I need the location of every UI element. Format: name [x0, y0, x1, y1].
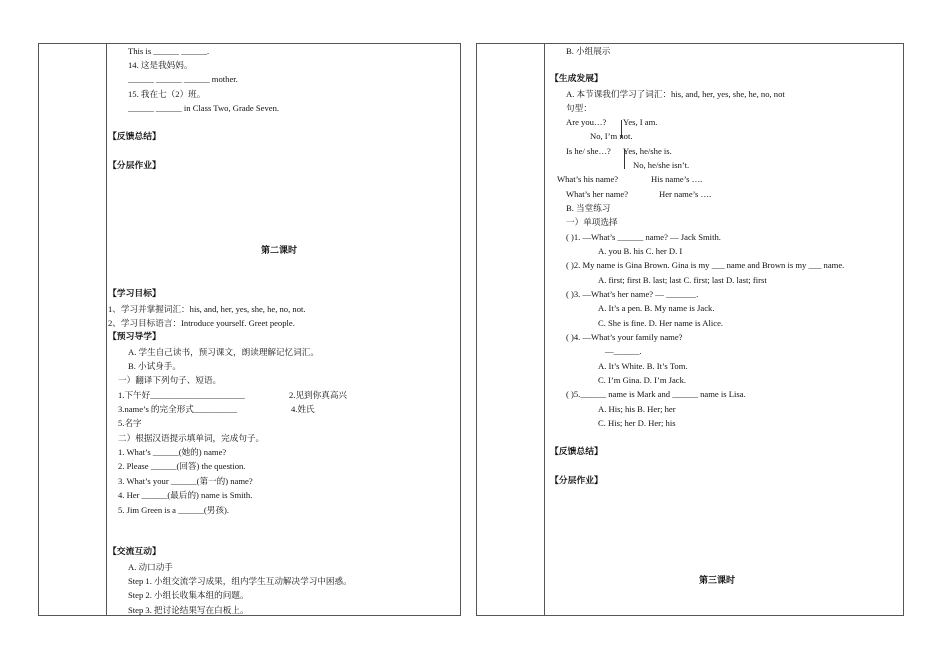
question-stem: ( )4. —What’s your family name?	[566, 332, 683, 342]
practice-label: B. 当堂练习	[566, 203, 611, 213]
fill-item: 2. Please ______(回答) the question.	[118, 461, 246, 471]
question-stem: ( )5.______ name is Mark and ______ name is Lisa.	[566, 389, 746, 399]
q-line: ______ ______ ______ mother.	[128, 74, 238, 84]
question-stem: ( )1. —What’s ______ name? — Jack Smith.	[566, 232, 721, 242]
q-line: 15. 我在七（2）班。	[128, 89, 206, 99]
sentence-label: 句型：	[566, 103, 592, 113]
interact-heading: 【交流互动】	[108, 547, 161, 557]
homework-heading: 【分层作业】	[108, 161, 161, 171]
group-show-line: B. 小组展示	[566, 46, 611, 56]
interact-line: Step 2. 小组长收集本组的问题。	[128, 590, 249, 600]
summary-line: A. 本节课我们学习了词汇：his, and, her, yes, she, he, no, not	[566, 89, 785, 99]
question-options: C. His; her D. Her; his	[598, 418, 676, 428]
pattern-answer: Her name’s ….	[659, 189, 712, 199]
interact-line: A. 动口动手	[128, 562, 173, 572]
preview-line: 一）翻译下列句子、短语。	[118, 375, 222, 385]
preview-line: A. 学生自己读书，预习课文，朗读理解记忆词汇。	[128, 347, 319, 357]
right-page	[476, 43, 904, 616]
interact-line: Step 1. 小组交流学习成果，组内学生互动解决学习中困惑。	[128, 576, 352, 586]
question-stem: ( )3. —What’s her name? — _______.	[566, 289, 699, 299]
mc-label: 一）单项选择	[566, 217, 618, 227]
pattern-question: Is he/ she…?	[566, 146, 611, 156]
pattern-answer: No, I’m not.	[590, 131, 633, 141]
question-options: A. you B. his C. her D. I	[598, 246, 683, 256]
pattern-question: What’s her name?	[566, 189, 629, 199]
preview-heading: 【预习导学】	[108, 332, 161, 342]
develop-heading: 【生成发展】	[550, 74, 603, 84]
question-options: C. I’m Gina. D. I’m Jack.	[598, 375, 687, 385]
lesson-title: 第三课时	[699, 576, 736, 586]
answer-blank: —______.	[605, 346, 642, 356]
lesson-title: 第二课时	[261, 246, 298, 256]
objective-item: 2、学习目标语言：Introduce yourself. Greet people.	[108, 318, 295, 328]
question-options: A. His; his B. Her; her	[598, 404, 676, 414]
question-options: C. She is fine. D. Her name is Alice.	[598, 318, 724, 328]
translate-item: 3.name’s 的完全形式__________	[118, 404, 237, 414]
question-options: A. It’s White. B. It’s Tom.	[598, 361, 688, 371]
q-line: 14. 这是我妈妈。	[128, 60, 193, 70]
translate-item: 1.下午好______________________	[118, 390, 245, 400]
translate-item: 5.名字	[118, 418, 142, 428]
pattern-question: What’s his name?	[557, 174, 619, 184]
homework-heading: 【分层作业】	[550, 476, 603, 486]
objective-item: 1、学习并掌握词汇：his, and, her, yes, she, he, no, not.	[108, 304, 306, 314]
fill-item: 1. What’s ______(她的) name?	[118, 447, 227, 457]
preview-line: B. 小试身手。	[128, 361, 181, 371]
pattern-answer: Yes, he/she is.	[623, 146, 672, 156]
question-stem: ( )2. My name is Gina Brown. Gina is my ___ name and Brown is my ___ name.	[566, 260, 845, 270]
fill-item: 3. What’s your ______(第一的) name?	[118, 476, 253, 486]
pattern-answer: No, he/she isn’t.	[633, 160, 690, 170]
q-line: This is ______ ______.	[128, 46, 210, 56]
pattern-question: Are you…?	[566, 117, 607, 127]
q-line: ______ ______ in Class Two, Grade Seven.	[128, 103, 280, 113]
fill-intro: 二）根据汉语提示填单词，完成句子。	[118, 433, 265, 443]
translate-item: 2.见到你真高兴	[289, 390, 348, 400]
question-options: A. It’s a pen. B. My name is Jack.	[598, 303, 715, 313]
left-page	[38, 43, 461, 616]
pattern-answer: His name’s ….	[651, 174, 703, 184]
fill-item: 4. Her ______(最后的) name is Smith.	[118, 490, 253, 500]
feedback-heading: 【反馈总结】	[550, 447, 603, 457]
pattern-answer: Yes, I am.	[623, 117, 658, 127]
objectives-heading: 【学习目标】	[108, 289, 161, 299]
brace-line	[624, 149, 625, 169]
interact-line: Step 3. 把讨论结果写在白板上。	[128, 605, 249, 615]
question-options: A. first; first B. last; last C. first; last D. last; first	[598, 275, 767, 285]
translate-item: 4.姓氏	[291, 404, 315, 414]
feedback-heading: 【反馈总结】	[108, 132, 161, 142]
fill-item: 5. Jim Green is a ______(男孩).	[118, 505, 229, 515]
